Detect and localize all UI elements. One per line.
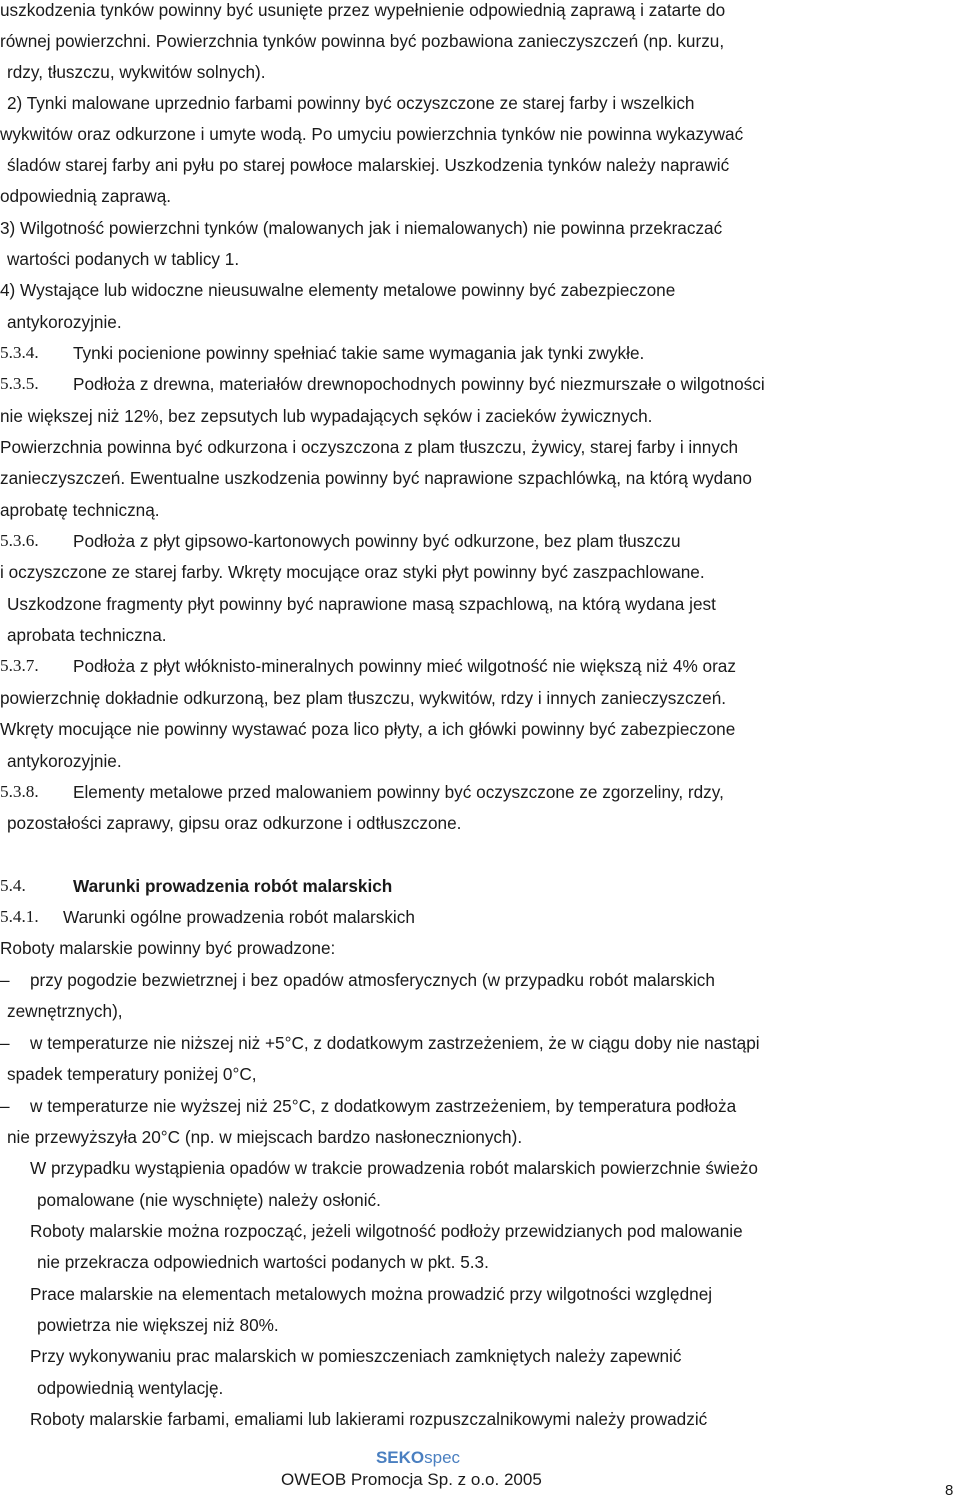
- section-number: 5.3.7.: [0, 656, 39, 675]
- text-line: 2) Tynki malowane uprzednio farbami powinny być oczyszczone ze starej farby i wszelkich: [7, 93, 695, 113]
- text-line: 3) Wilgotność powierzchni tynków (malowanych jak i niemalowanych) nie powinna przekraczać: [0, 218, 723, 238]
- text-line: antykorozyjnie.: [7, 751, 122, 771]
- section-heading: Warunki prowadzenia robót malarskich: [73, 876, 393, 896]
- text-line: nie przewyższyła 20°C (np. w miejscach bardzo nasłonecznionych).: [7, 1127, 523, 1147]
- list-dash: –: [0, 1033, 10, 1053]
- footer-text: OWEOB Promocja Sp. z o.o. 2005: [281, 1470, 542, 1489]
- text-line: śladów starej farby ani pyłu po starej powłoce malarskiej. Uszkodzenia tynków należy naprawić: [7, 155, 730, 175]
- text-line: 4) Wystające lub widoczne nieusuwalne elementy metalowe powinny być zabezpieczone: [0, 280, 676, 300]
- section-number: 5.3.8.: [0, 782, 39, 801]
- subsection-heading: Warunki ogólne prowadzenia robót malarskich: [63, 907, 415, 927]
- text-line: pozostałości zaprawy, gipsu oraz odkurzone i odtłuszczone.: [7, 813, 462, 833]
- text-line: Powierzchnia powinna być odkurzona i oczyszczona z plam tłuszczu, żywicy, starej farby i innych: [0, 437, 739, 457]
- text-line: zanieczyszczeń. Ewentualne uszkodzenia powinny być naprawione szpachlówką, na którą wydano: [0, 468, 752, 488]
- list-item-text: w temperaturze nie wyższej niż 25°C, z dodatkowym zastrzeżeniem, by temperatura podłoża: [30, 1096, 737, 1116]
- text-line: Roboty malarskie można rozpocząć, jeżeli wilgotność podłoży przewidzianych pod malowanie: [30, 1221, 743, 1241]
- text-line: wartości podanych w tablicy 1.: [7, 249, 240, 269]
- text-line: Podłoża z płyt włóknisto-mineralnych powinny mieć wilgotność nie większą niż 4% oraz: [73, 656, 736, 676]
- text-line: antykorozyjnie.: [7, 312, 122, 332]
- text-line: pomalowane (nie wyschnięte) należy osłonić.: [37, 1190, 381, 1210]
- text-line: zewnętrznych),: [7, 1001, 123, 1021]
- logo-text-bold: SEKO: [375, 1448, 425, 1467]
- text-line: W przypadku wystąpienia opadów w trakcie prowadzenia robót malarskich powierzchnie świeżo: [30, 1158, 758, 1178]
- list-dash: –: [0, 1096, 10, 1116]
- text-line: powietrza nie większej niż 80%.: [37, 1315, 279, 1335]
- text-line: Podłoża z drewna, materiałów drewnopochodnych powinny być niezmurszałe o wilgotności: [73, 374, 765, 394]
- section-number: 5.4.1.: [0, 907, 39, 926]
- text-line: nie przekracza odpowiednich wartości podanych w pkt. 5.3.: [37, 1252, 489, 1272]
- section-number: 5.3.4.: [0, 343, 39, 362]
- text-line: Podłoża z płyt gipsowo-kartonowych powinny być odkurzone, bez plam tłuszczu: [73, 531, 681, 551]
- text-line: Wkręty mocujące nie powinny wystawać poza lico płyty, a ich główki powinny być zabezpieczone: [0, 719, 736, 739]
- text-line: odpowiednią wentylację.: [37, 1378, 224, 1398]
- list-item-text: w temperaturze nie niższej niż +5°C, z dodatkowym zastrzeżeniem, że w ciągu doby nie nastąpi: [30, 1033, 760, 1053]
- text-line: Tynki pocienione powinny spełniać takie same wymagania jak tynki zwykłe.: [73, 343, 645, 363]
- text-line: Przy wykonywaniu prac malarskich w pomieszczeniach zamkniętych należy zapewnić: [30, 1346, 682, 1366]
- company-logo: [368, 1448, 468, 1468]
- text-line: aprobatę techniczną.: [0, 500, 160, 520]
- text-line: Uszkodzone fragmenty płyt powinny być naprawione masą szpachlową, na którą wydana jest: [7, 594, 716, 614]
- list-item-text: przy pogodzie bezwietrznej i bez opadów atmosferycznych (w przypadku robót malarskich: [30, 970, 715, 990]
- text-line: spadek temperatury poniżej 0°C,: [7, 1064, 257, 1084]
- section-number: 5.3.6.: [0, 531, 39, 550]
- text-line: wykwitów oraz odkurzone i umyte wodą. Po umyciu powierzchnia tynków nie powinna wykazywać: [0, 124, 744, 144]
- section-number: 5.4.: [0, 876, 26, 895]
- text-line: uszkodzenia tynków powinny być usunięte przez wypełnienie odpowiednią zaprawą i zatarte do: [0, 0, 726, 20]
- page-number: 8: [945, 1482, 954, 1499]
- text-line: rdzy, tłuszczu, wykwitów solnych).: [7, 62, 266, 82]
- text-line: Roboty malarskie farbami, emaliami lub lakierami rozpuszczalnikowymi należy prowadzić: [30, 1409, 708, 1429]
- list-dash: –: [0, 970, 10, 990]
- text-line: i oczyszczone ze starej farby. Wkręty mocujące oraz styki płyt powinny być zaszpachlowane.: [0, 562, 705, 582]
- text-line: Elementy metalowe przed malowaniem powinny być oczyszczone ze zgorzeliny, rdzy,: [73, 782, 724, 802]
- text-line: Prace malarskie na elementach metalowych można prowadzić przy wilgotności względnej: [30, 1284, 713, 1304]
- text-line: Roboty malarskie powinny być prowadzone:: [0, 938, 336, 958]
- text-line: odpowiednią zaprawą.: [0, 186, 172, 206]
- text-line: aprobata techniczna.: [7, 625, 167, 645]
- text-line: równej powierzchni. Powierzchnia tynków powinna być pozbawiona zanieczyszczeń (np. kurzu,: [0, 31, 725, 51]
- logo-text-light: spec: [424, 1448, 461, 1467]
- section-number: 5.3.5.: [0, 374, 39, 393]
- text-line: powierzchnię dokładnie odkurzoną, bez plam tłuszczu, wykwitów, rdzy i innych zanieczyszczeń.: [0, 688, 727, 708]
- text-line: nie większej niż 12%, bez zepsutych lub wypadających sęków i zacieków żywicznych.: [0, 406, 653, 426]
